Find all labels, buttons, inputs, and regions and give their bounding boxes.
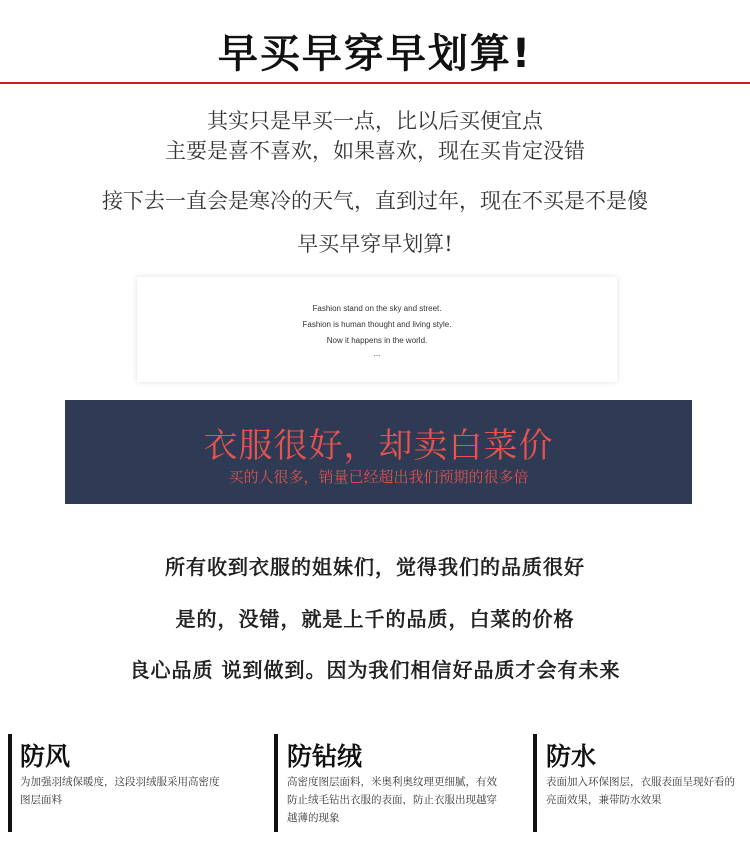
fashion-line-3: Now it happens in the world. bbox=[326, 336, 428, 345]
feature-2-title: 防钻绒 bbox=[287, 742, 363, 771]
banner-headline: 衣服很好，却卖白菜价 bbox=[203, 426, 554, 466]
page-title: 早买早穿早划算! bbox=[217, 31, 533, 77]
intro-line-4: 早买早穿早划算! bbox=[297, 232, 453, 256]
fashion-line-2: Fashion is human thought and living style. bbox=[302, 320, 452, 329]
intro-line-1: 其实只是早买一点，比以后买便宜点 bbox=[207, 109, 543, 133]
banner-subline: 买的人很多，销量已经超出我们预期的很多倍 bbox=[228, 468, 529, 486]
promise-line-3: 良心品质 说到做到。因为我们相信好品质才会有未来 bbox=[129, 658, 621, 682]
promise-line-1: 所有收到衣服的姐妹们，觉得我们的品质很好 bbox=[165, 555, 585, 579]
fashion-line-1: Fashion stand on the sky and street. bbox=[312, 304, 442, 313]
feature-3-bar bbox=[533, 734, 537, 832]
feature-2-desc: 高密度图层面料，米奥利奥纹理更细腻，有效防止绒毛钻出衣服的表面，防止衣服出现越穿越薄的现象 bbox=[287, 776, 497, 824]
promise-line-2: 是的，没错，就是上千的品质，白菜的价格 bbox=[175, 607, 575, 631]
feature-1-title: 防风 bbox=[20, 742, 71, 771]
intro-line-3: 接下去一直会是寒冷的天气，直到过年，现在不买是不是傻 bbox=[102, 189, 648, 213]
feature-3-title: 防水 bbox=[546, 742, 597, 771]
intro-block bbox=[0, 106, 750, 166]
feature-3-desc: 表面加入环保图层，衣服表面呈现好看的亮面效果，兼带防水效果 bbox=[546, 776, 735, 806]
title-divider bbox=[0, 82, 750, 84]
feature-2-bar bbox=[274, 734, 278, 832]
intro-line-2: 主要是喜不喜欢，如果喜欢，现在买肯定没错 bbox=[165, 139, 585, 163]
fashion-ellipsis: ... bbox=[373, 349, 381, 358]
fashion-quote-box bbox=[137, 277, 617, 382]
feature-1-desc: 为加强羽绒保暖度，这段羽绒服采用高密度图层面料 bbox=[20, 776, 220, 806]
feature-1-bar bbox=[8, 734, 12, 832]
